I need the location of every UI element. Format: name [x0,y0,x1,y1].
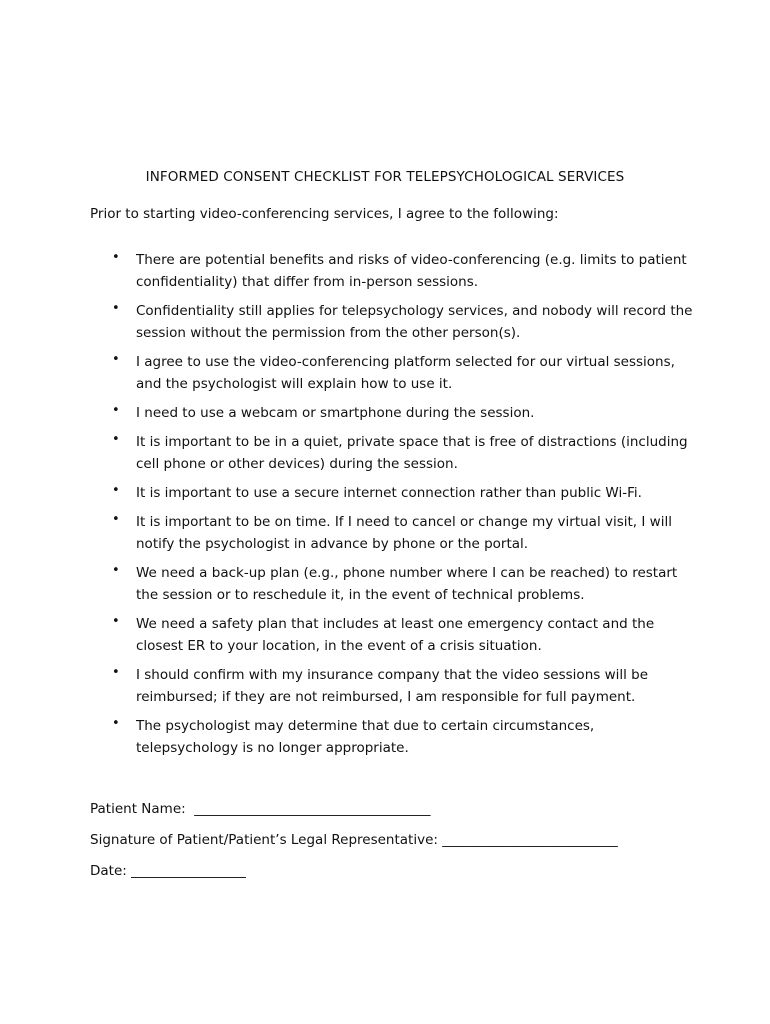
bullet-icon: • [112,483,120,498]
bullet-icon: • [112,432,120,447]
checklist-item [0,482,696,504]
checklist-item [0,249,696,293]
checklist-item-text: I agree to use the video-conferencing platform selected for our virtual sessions, and the psychologist will explain how to use it. [136,354,675,392]
checklist-item [0,715,696,759]
signature-fields [90,799,618,892]
page-title: INFORMED CONSENT CHECKLIST FOR TELEPSYCHOLOGICAL SERVICES [145,169,625,185]
bullet-icon: • [112,563,120,578]
checklist-item [0,664,696,708]
checklist-item-text: We need a safety plan that includes at least one emergency contact and the closest ER to your location, in the event of a crisis situation. [136,616,655,654]
checklist-item-text: There are potential benefits and risks of video-conferencing (e.g. limits to patient confidentiality) that differ from in-person sessions. [136,252,687,290]
checklist-item-text: Confidentiality still applies for telepsychology services, and nobody will record the session without the permission from the other person(s). [136,303,693,341]
bullet-icon: • [112,250,120,265]
intro-text: Prior to starting video-conferencing services, I agree to the following: [90,206,559,222]
bullet-icon: • [112,665,120,680]
checklist-item [0,300,696,344]
checklist-item-text: I should confirm with my insurance company that the video sessions will be reimbursed; if they are not reimbursed, I am responsible for full payment. [136,667,649,705]
bullet-icon: • [112,614,120,629]
checklist-item [0,402,696,424]
patient-name-field[interactable]: Patient Name: ___________________________________ [90,801,431,817]
checklist-item-text: I need to use a webcam or smartphone during the session. [136,405,535,421]
checklist-item-text: It is important to be in a quiet, private space that is free of distractions (including cell phone or other devices) during the session. [136,434,688,472]
date-field[interactable]: Date: _________________ [90,863,246,879]
bullet-icon: • [112,512,120,527]
checklist-item [0,562,696,606]
checklist-item [0,613,696,657]
bullet-icon: • [112,352,120,367]
checklist-item-text: The psychologist may determine that due to certain circumstances, telepsychology is no longer appropriate. [136,718,595,756]
signature-field[interactable]: Signature of Patient/Patient’s Legal Representative: __________________________ [90,832,618,848]
checklist-item-text: It is important to use a secure internet connection rather than public Wi-Fi. [136,485,642,501]
bullet-icon: • [112,403,120,418]
checklist-item-text: We need a back-up plan (e.g., phone number where I can be reached) to restart the session or to reschedule it, in the event of technical problems. [136,565,678,603]
bullet-icon: • [112,716,120,731]
checklist-item-text: It is important to be on time. If I need to cancel or change my virtual visit, I will notify the psychologist in advance by phone or the portal. [136,514,672,552]
checklist-item [0,431,696,475]
consent-checklist [0,249,770,766]
checklist-item [0,511,696,555]
bullet-icon: • [112,301,120,316]
checklist-item [0,351,696,395]
